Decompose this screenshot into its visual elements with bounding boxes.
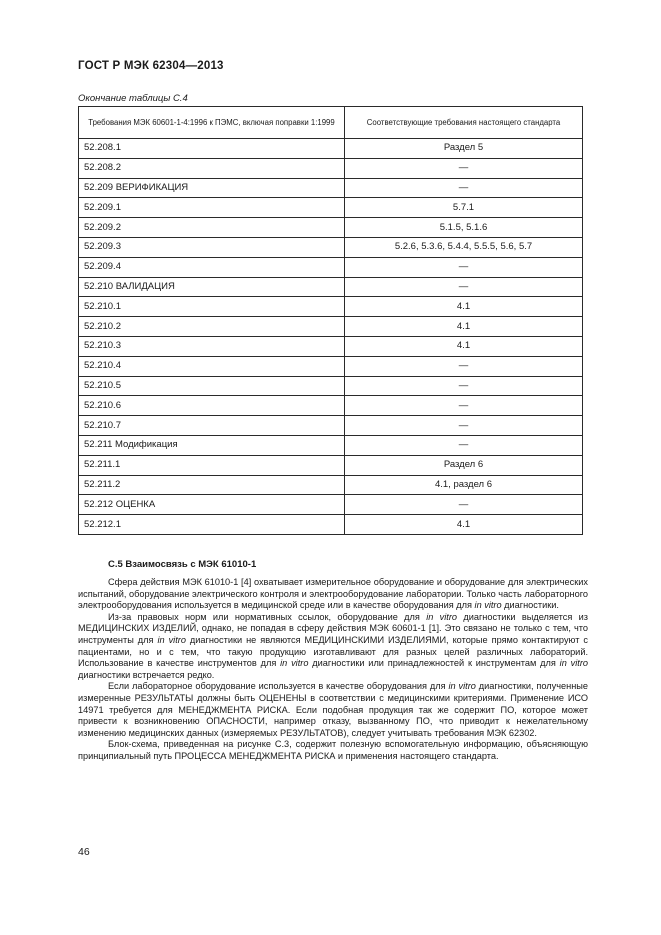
requirement-cell: 52.209.4 — [79, 257, 345, 277]
requirement-cell: 52.210 ВАЛИДАЦИЯ — [79, 277, 345, 297]
requirements-table — [78, 106, 583, 535]
table-row — [79, 218, 583, 238]
table-caption: Окончание таблицы С.4 — [78, 93, 188, 104]
table-row — [79, 336, 583, 356]
corresponding-requirement-cell: — — [345, 277, 583, 297]
table-row — [79, 317, 583, 337]
table-row — [79, 198, 583, 218]
table-row — [79, 435, 583, 455]
requirement-cell: 52.209.2 — [79, 218, 345, 238]
corresponding-requirement-cell: — — [345, 376, 583, 396]
requirement-cell: 52.208.1 — [79, 139, 345, 159]
table-row — [79, 297, 583, 317]
column-header-iec-60601: Требования МЭК 60601-1-4:1996 к ПЭМС, включая поправки 1:1999 — [79, 107, 345, 139]
corresponding-requirement-cell: — — [345, 356, 583, 376]
corresponding-requirement-cell: 4.1, раздел 6 — [345, 475, 583, 495]
requirement-cell: 52.210.3 — [79, 336, 345, 356]
corresponding-requirement-cell: — — [345, 495, 583, 515]
corresponding-requirement-cell: 4.1 — [345, 336, 583, 356]
corresponding-requirement-cell: 4.1 — [345, 297, 583, 317]
requirement-cell: 52.210.4 — [79, 356, 345, 376]
section-body — [78, 577, 588, 763]
corresponding-requirement-cell: — — [345, 257, 583, 277]
corresponding-requirement-cell: — — [345, 435, 583, 455]
requirement-cell: 52.211.2 — [79, 475, 345, 495]
requirement-cell: 52.209 ВЕРИФИКАЦИЯ — [79, 178, 345, 198]
requirement-cell: 52.208.2 — [79, 158, 345, 178]
corresponding-requirement-cell: — — [345, 416, 583, 436]
corresponding-requirement-cell: 5.1.5, 5.1.6 — [345, 218, 583, 238]
corresponding-requirement-cell: 5.2.6, 5.3.6, 5.4.4, 5.5.5, 5.6, 5.7 — [345, 237, 583, 257]
table-row — [79, 475, 583, 495]
table-header-row — [79, 107, 583, 139]
table-row — [79, 515, 583, 535]
paragraph-3: Если лабораторное оборудование используется в качестве оборудования для in vitro диагностики, полученные измеренные РЕЗУЛЬТАТЫ должны быть ОЦЕНЕНЫ в соответствии с медицинскими критериями. Применение ИСО 14971 требуется для МЕНЕДЖМЕНТА РИСКА. Если подобная продукция так же содержит ПО, которое может привести к возникновению ОПАСНОСТИ, например отказу, вызванному ПО, что приводит к нежелательному изменению медицинских данных (измеряемых РЕЗУЛЬТАТОВ), следует учитывать требования МЭК 62302. — [78, 681, 588, 738]
table-row — [79, 139, 583, 159]
paragraph-1: Сфера действия МЭК 61010-1 [4] охватывает измерительное оборудование и оборудование для электрических испытаний, оборудование электрического контроля и электрооборудование лаборатории. Только часть лабораторного электрооборудования используется в медицинской среде или в качестве оборудования для in vitro диагностики. — [78, 577, 588, 611]
requirement-cell: 52.210.5 — [79, 376, 345, 396]
table-row — [79, 396, 583, 416]
requirement-cell: 52.212.1 — [79, 515, 345, 535]
requirement-cell: 52.211 Модификация — [79, 435, 345, 455]
page-number: 46 — [78, 846, 90, 858]
corresponding-requirement-cell: 5.7.1 — [345, 198, 583, 218]
requirement-cell: 52.209.3 — [79, 237, 345, 257]
corresponding-requirement-cell: 4.1 — [345, 317, 583, 337]
requirement-cell: 52.209.1 — [79, 198, 345, 218]
table-row — [79, 495, 583, 515]
corresponding-requirement-cell: — — [345, 178, 583, 198]
column-header-this-standard: Соответствующие требования настоящего стандарта — [345, 107, 583, 139]
table-row — [79, 158, 583, 178]
table-row — [79, 257, 583, 277]
corresponding-requirement-cell: 4.1 — [345, 515, 583, 535]
requirement-cell: 52.211.1 — [79, 455, 345, 475]
table-row — [79, 277, 583, 297]
requirement-cell: 52.210.7 — [79, 416, 345, 436]
requirement-cell: 52.210.1 — [79, 297, 345, 317]
corresponding-requirement-cell: — — [345, 158, 583, 178]
corresponding-requirement-cell: Раздел 5 — [345, 139, 583, 159]
requirement-cell: 52.212 ОЦЕНКА — [79, 495, 345, 515]
section-title: С.5 Взаимосвязь с МЭК 61010-1 — [108, 559, 257, 570]
table-row — [79, 416, 583, 436]
table-row — [79, 455, 583, 475]
corresponding-requirement-cell: Раздел 6 — [345, 455, 583, 475]
table-row — [79, 237, 583, 257]
table-row — [79, 178, 583, 198]
requirement-cell: 52.210.2 — [79, 317, 345, 337]
table-body — [79, 139, 583, 535]
table-row — [79, 376, 583, 396]
requirement-cell: 52.210.6 — [79, 396, 345, 416]
table-row — [79, 356, 583, 376]
corresponding-requirement-cell: — — [345, 396, 583, 416]
paragraph-4: Блок-схема, приведенная на рисунке С.3, содержит полезную вспомогательную информацию, объясняющую принципиальный путь ПРОЦЕССА МЕНЕДЖМЕНТА РИСКА и применения настоящего стандарта. — [78, 739, 588, 761]
document-code: ГОСТ Р МЭК 62304—2013 — [78, 60, 224, 72]
paragraph-2: Из-за правовых норм или нормативных ссылок, оборудование для in vitro диагностики выделяется из МЕДИЦИНСКИХ ИЗДЕЛИЙ, однако, не попадая в сферу действия МЭК 60601-1 [1]. Это связано не только с тем, что инструменты для in vitro диагностики не являются МЕДИЦИНСКИМИ ИЗДЕЛИЯМИ, которые прямо контактируют с пациентами, но и с тем, что такую продукцию изготавливают для разных целей различных лабораторий. Использование в качестве инструментов для in vitro диагностики или принадлежностей к инструментам для in vitro диагностики встречается редко. — [78, 611, 589, 680]
